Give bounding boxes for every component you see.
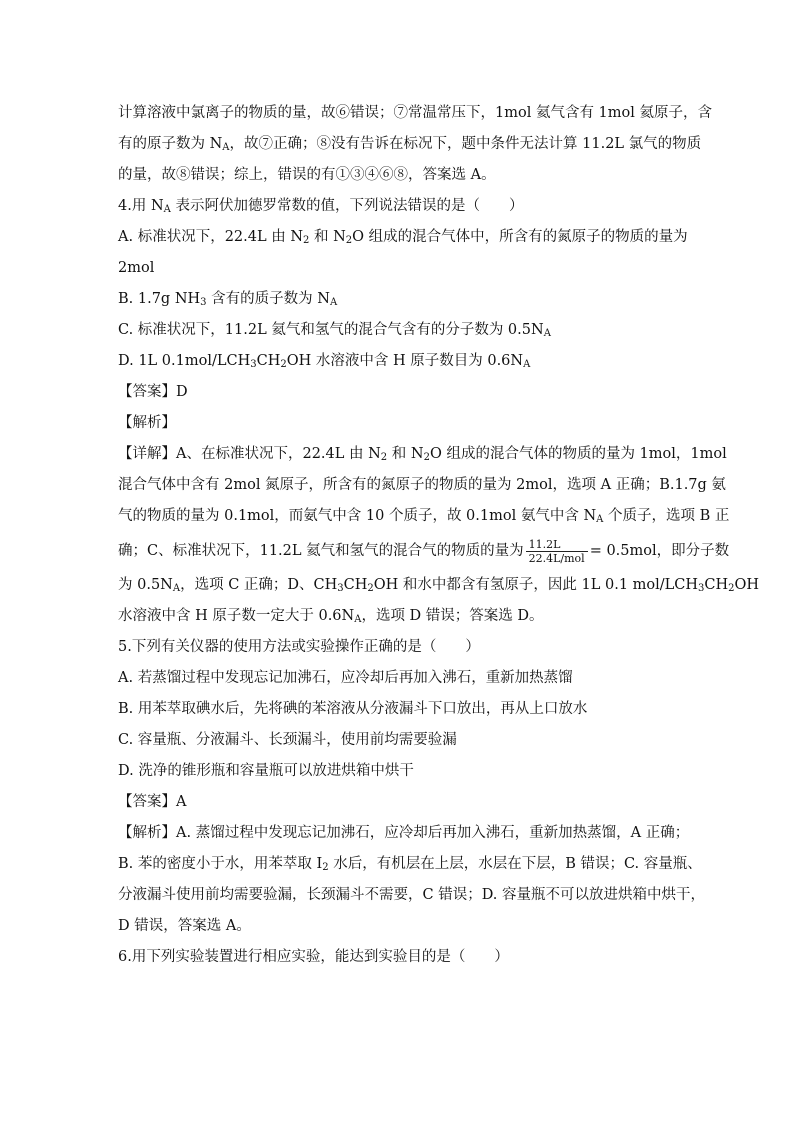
text-run: 【详解】A、在标准状况下，22.4L 由 N xyxy=(118,446,381,462)
subscript: 3 xyxy=(200,297,207,308)
text-run: 为 0.5N xyxy=(118,577,173,593)
text-line: 【解析】A. 蒸馏过程中发现忘记加沸石，应冷却后再加入沸石，重新加热蒸馏，A 正确； xyxy=(118,825,690,841)
text-line: C. 容量瓶、分液漏斗、长颈漏斗，使用前均需要验漏 xyxy=(118,732,457,748)
text-line: 【答案】D xyxy=(118,384,188,400)
text-line xyxy=(118,284,678,315)
text-run: 含有的质子数为 N xyxy=(206,291,330,307)
text-line xyxy=(118,222,688,253)
subscript: A xyxy=(543,328,551,339)
fraction-numerator: 11.2L xyxy=(526,538,588,552)
subscript: 2 xyxy=(728,583,735,594)
subscript: 2 xyxy=(303,235,310,246)
subscript: A xyxy=(596,514,604,525)
text-run: 个质子，选项 B 正 xyxy=(603,508,730,524)
text-line: 2mol xyxy=(118,260,155,276)
text-run: 气的物质的量为 0.1mol，而氨气中含 10 个质子，故 0.1mol 氨气中含 N xyxy=(118,508,597,524)
text-line: A. 若蒸馏过程中发现忘记加沸石，应冷却后再加入沸石，重新加热蒸馏 xyxy=(118,670,573,686)
text-run: 和 N xyxy=(309,229,346,245)
text-run: 有的原子数为 N xyxy=(118,136,223,152)
subscript: 2 xyxy=(380,452,388,463)
text-line: 计算溶液中氯离子的物质的量，故⑥错误；⑦常温常压下，1mol 氦气含有 1mol 氦原子，含 xyxy=(118,105,713,121)
text-line: 混合气体中含有 2mol 氮原子，所含有的氮原子的物质的量为 2mol，选项 A 正确；B.1.7g 氨 xyxy=(118,477,726,493)
text-run: O 组成的混合气体中，所含有的氮原子的物质的量为 xyxy=(352,229,688,245)
text-run: = 0.5mol，即分子数 xyxy=(589,543,730,559)
text-line: D 错误，答案选 A。 xyxy=(118,918,251,934)
subscript: A xyxy=(163,204,171,215)
text-run: 4.用 N xyxy=(118,198,164,214)
text-run: O 组成的混合气体的物质的量为 1mol，1mol xyxy=(429,446,727,462)
text-run: OH 和水中都含有氢原子，因此 1L 0.1 mol/LCH xyxy=(373,577,699,593)
text-run: 水后，有机层在上层，水层在下层，B 错误；C. 容量瓶、 xyxy=(328,856,702,872)
subscript: 3 xyxy=(698,583,705,594)
text-run: 确；C、标准状况下，11.2L 氦气和氢气的混合气的物质的量为 xyxy=(118,543,524,559)
text-line: 6.用下列实验装置进行相应实验，能达到实验目的是（ ） xyxy=(118,949,509,965)
subscript: A xyxy=(329,297,338,308)
subscript: 2 xyxy=(345,235,353,246)
text-run: CH xyxy=(343,577,368,593)
text-run: OH xyxy=(734,577,760,593)
text-run: 和 N xyxy=(387,446,424,462)
text-line xyxy=(118,346,678,377)
subscript: 3 xyxy=(250,359,257,370)
text-line xyxy=(118,570,760,601)
text-run: CH xyxy=(256,353,281,369)
subscript: A xyxy=(354,614,362,625)
text-line xyxy=(118,532,730,570)
text-run: OH 水溶液中含 H 原子数目为 0.6N xyxy=(286,353,524,369)
text-run: ，选项 C 正确；D、CH xyxy=(180,577,338,593)
subscript: 3 xyxy=(337,583,344,594)
subscript: 2 xyxy=(423,452,430,463)
text-run: ，选项 D 错误；答案选 D。 xyxy=(361,608,544,624)
subscript: A xyxy=(172,583,181,594)
text-line: 【解析】 xyxy=(118,415,176,431)
text-line xyxy=(118,849,702,880)
text-run: C. 标准状况下，11.2L 氦气和氢气的混合气含有的分子数为 0.5N xyxy=(118,322,544,338)
text-run: B. 1.7g NH xyxy=(118,291,201,307)
text-line xyxy=(118,439,727,470)
text-run: A. 标准状况下，22.4L 由 N xyxy=(118,229,304,245)
subscript: A xyxy=(523,359,531,370)
text-run: CH xyxy=(704,577,729,593)
subscript: 2 xyxy=(367,583,374,594)
document-body xyxy=(118,98,760,973)
text-line xyxy=(118,129,702,160)
text-run: D. 1L 0.1mol/LCH xyxy=(118,353,251,369)
subscript: A xyxy=(222,142,230,153)
text-run: B. 苯的密度小于水，用苯萃取 I xyxy=(118,856,323,872)
subscript: 2 xyxy=(280,359,287,370)
text-line xyxy=(118,191,678,222)
text-line: 的量，故⑧错误；综上，错误的有①③④⑥⑧，答案选 A。 xyxy=(118,167,496,183)
text-line: 分液漏斗使用前均需要验漏，长颈漏斗不需要，C 错误；D. 容量瓶不可以放进烘箱中烘干， xyxy=(118,887,706,903)
text-run: 水溶液中含 H 原子数一定大于 0.6N xyxy=(118,608,355,624)
text-line xyxy=(118,501,730,532)
text-run: 表示阿伏加德罗常数的值，下列说法错误的是（ ） xyxy=(170,198,524,214)
subscript: 2 xyxy=(322,862,329,873)
text-line xyxy=(118,601,678,632)
text-run: ，故⑦正确；⑧没有告诉在标况下，题中条件无法计算 11.2L 氯气的物质 xyxy=(229,136,702,152)
text-line: D. 洗净的锥形瓶和容量瓶可以放进烘箱中烘干 xyxy=(118,763,414,779)
text-line: 5.下列有关仪器的使用方法或实验操作正确的是（ ） xyxy=(118,639,480,655)
fraction-denominator: 22.4L/mol xyxy=(528,551,585,565)
text-line: B. 用苯萃取碘水后，先将碘的苯溶液从分液漏斗下口放出，再从上口放水 xyxy=(118,701,588,717)
text-line xyxy=(118,315,678,346)
text-line: 【答案】A xyxy=(118,794,187,810)
fraction xyxy=(526,538,588,565)
